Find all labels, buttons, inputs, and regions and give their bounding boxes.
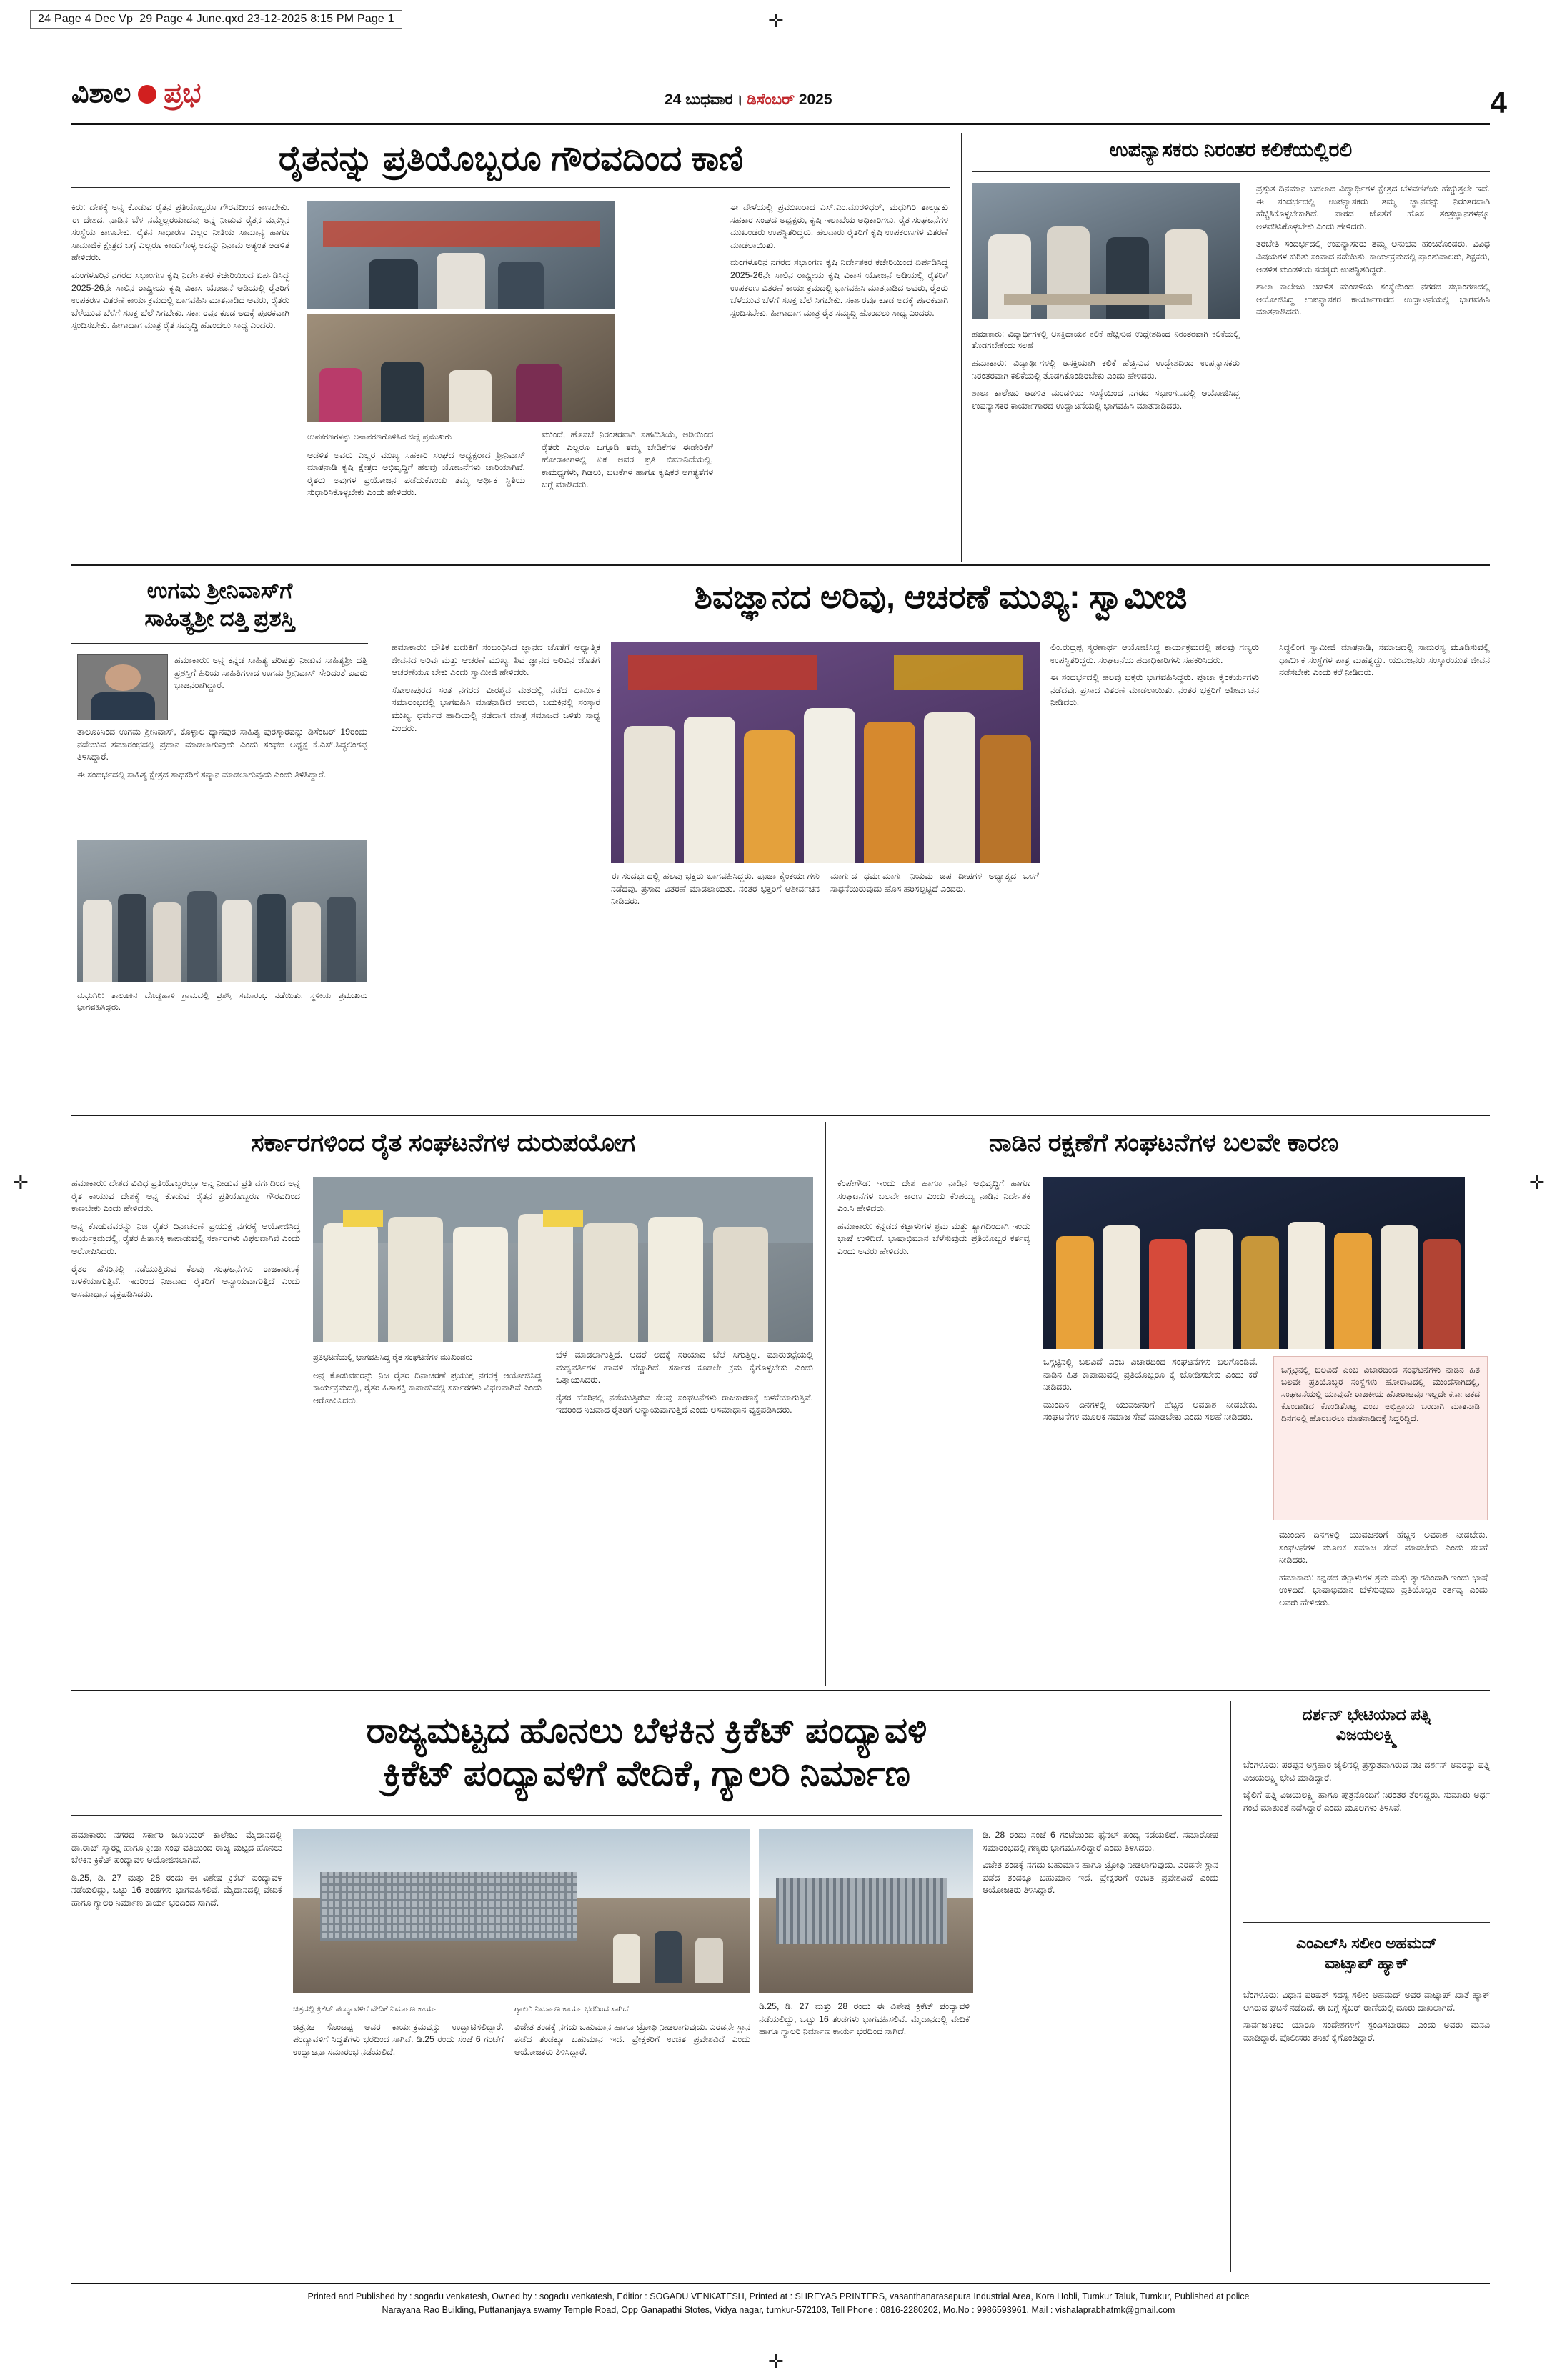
article-cricket-col3: ಗ್ಯಾಲರಿ ನಿರ್ಮಾಣ ಕಾರ್ಯ ಭರದಿಂದ ಸಾಗಿದೆ ವಿಜೇತ ತಂಡಕ್ಕೆ ನಗದು ಬಹುಮಾನ ಹಾಗೂ ಟ್ರೋಫಿ ನೀಡಲಾಗುವುದು. ಎರಡನೇ ಸ್ಥಾನ ಪಡೆದ ತಂಡಕ್ಕೂ ಬಹುಮಾನ ಇದೆ. ಪ್ರೇಕ್ಷಕರಿಗೆ ಉಚಿತ ಪ್ರವೇಶವಿದೆ ಎಂದು ಆಯೋಜಕರು ತಿಳಿಸಿದ್ದಾರೆ. xyxy=(514,2005,750,2057)
headline-salim-line2: ವಾಟ್ಸಾಪ್ ಹ್ಯಾಕ್ xyxy=(1325,1953,1408,1972)
headline-salim-line1: ಎಂಎಲ್‌ಸಿ ಸಲೀಂ ಅಹಮದ್ xyxy=(1295,1934,1438,1952)
article-govt-misuse xyxy=(71,1122,815,1162)
photo-protest xyxy=(313,1177,813,1342)
photo-ugama-group xyxy=(77,840,367,982)
masthead xyxy=(71,79,201,109)
article-ugama-award xyxy=(71,572,368,637)
footer-imprint xyxy=(71,2290,1486,2317)
photo-org-stage xyxy=(1043,1177,1465,1349)
photo-cricket-gallery xyxy=(759,1829,973,1993)
article-lecturers-col2: ಪ್ರಸ್ತುತ ದಿನಮಾನ ಬದಲಾದ ವಿದ್ಯಾರ್ಥಿಗಳ ಕ್ಷೇತ್ರದ ಬೆಳವಣಿಗೆಯ ಹೆಚ್ಚುತ್ತಲೇ ಇದೆ. ಈ ಸಂದರ್ಭದಲ್ಲಿ ಉಪನ್ಯಾಸಕರು ತಮ್ಮ ಜ್ಞಾನವನ್ನು ನಿರಂತರವಾಗಿ ಹೆಚ್ಚಿಸಿಕೊಳ್ಳಬೇಕಾಗಿದೆ. ಪಾಠದ ಜೊತೆಗೆ ಹೊಸ ತಂತ್ರಜ್ಞಾನಗಳನ್ನೂ ಅಳವಡಿಸಿಕೊಳ್ಳಬೇಕು ಎಂದು ಹೇಳಿದರು. ತರಬೇತಿ ಸಂದರ್ಭದಲ್ಲಿ ಉಪನ್ಯಾಸಕರು ತಮ್ಮ ಅನುಭವ ಹಂಚಿಕೊಂಡರು. ವಿವಿಧ ವಿಷಯಗಳ ಕುರಿತು ಸಂವಾದ ನಡೆಯಿತು. ಕಾರ್ಯಕ್ರಮದಲ್ಲಿ ಪ್ರಾಂಶುಪಾಲರು, ಶಿಕ್ಷಕರು, ಆಡಳಿತ ಮಂಡಳಿಯ ಸದಸ್ಯರು ಉಪಸ್ಥಿತರಿದ್ದರು. ಶಾಲಾ ಕಾಲೇಜು ಆಡಳಿತ ಮಂಡಳಿಯ ಸಂಸ್ಥೆಯಿಂದ ನಗರದ ಸಭಾಂಗಣದಲ್ಲಿ ಆಯೋಜಿಸಿದ್ದ ಉಪನ್ಯಾಸಕರ ಕಾರ್ಯಾಗಾರದ ಉದ್ಘಾಟನೆಯಲ್ಲಿ ಭಾಗವಹಿಸಿ ಮಾತನಾಡಿದರು. xyxy=(1256,184,1490,317)
masthead-title-part1: ವಿಶಾಲ xyxy=(71,79,131,109)
caption-ugama-group: ಮಧುಗಿರಿ: ತಾಲೂಕಿನ ದೊಡ್ಡಹಾಳಿ ಗ್ರಾಮದಲ್ಲಿ ಪ್ರಶಸ್ತಿ ಸಮಾರಂಭ ನಡೆಯಿತು. ಸ್ಥಳೀಯ ಪ್ರಮುಖರು ಭಾಗವಹಿಸಿದ್ದರು. xyxy=(77,992,367,1012)
headline-shivajnana: ಶಿವಜ್ಞಾನದ ಅರಿವು, ಆಚರಣೆ ಮುಖ್ಯ: ಸ್ವಾಮೀಜಿ xyxy=(694,578,1188,615)
photo-farmer-meeting-2 xyxy=(307,314,615,422)
article-org-strength xyxy=(837,1122,1490,1162)
headline-cricket-line1: ರಾಜ್ಯಮಟ್ಟದ ಹೊನಲು ಬೆಳಕಿನ ಕ್ರಿಕೆಟ್ ಪಂದ್ಯಾವಳಿ xyxy=(366,1711,927,1751)
photo-farmer-meeting-1 xyxy=(307,201,615,309)
article-shivajnana-col2: ಈ ಸಂದರ್ಭದಲ್ಲಿ ಹಲವು ಭಕ್ತರು ಭಾಗವಹಿಸಿದ್ದರು. ಪೂಜಾ ಕೈಂಕರ್ಯಗಳು ನಡೆದವು. ಪ್ರಸಾದ ವಿತರಣೆ ಮಾಡಲಾಯಿತು. ನಂತರ ಭಕ್ತರಿಗೆ ಆಶೀರ್ವಚನ ನೀಡಿದರು. xyxy=(611,871,820,907)
masthead-rule xyxy=(71,123,1490,125)
article-lecturers-col1: ಹಮಾಕಾರು: ವಿದ್ಯಾರ್ಥಿಗಳಲ್ಲಿ ಆಸಕ್ತಿದಾಯಕ ಕಲಿಕೆ ಹೆಚ್ಚಿಸುವ ಉದ್ದೇಶದಿಂದ ನಿರಂತರವಾಗಿ ಕಲಿಕೆಯಲ್ಲಿ ತೊಡಗಬೇಕೆಂದು ಸಲಹೆ ಹಮಾಕಾರು: ವಿದ್ಯಾರ್ಥಿಗಳಲ್ಲಿ ಆಸಕ್ತಿಯಾಗಿ ಕಲಿಕೆ ಹೆಚ್ಚಿಸುವ ಉದ್ದೇಶದಿಂದ ಉಪನ್ಯಾಸಕರು ನಿರಂತರವಾಗಿ ಕಲಿಕೆಯಲ್ಲಿ ತೊಡಗಿಕೊಂಡಿರಬೇಕು ಎಂದು ಹೇಳಿದರು. ಶಾಲಾ ಕಾಲೇಜು ಆಡಳಿತ ಮಂಡಳಿಯ ಸಂಸ್ಥೆಯಿಂದ ನಗರದ ಸಭಾಂಗಣದಲ್ಲಿ ಆಯೋಜಿಸಿದ್ದ ಉಪನ್ಯಾಸಕರ ಕಾರ್ಯಾಗಾರದ ಉದ್ಘಾಟನೆಯಲ್ಲಿ ಭಾಗವಹಿಸಿ ಮಾತನಾಡಿದರು. xyxy=(972,330,1240,411)
article-cricket xyxy=(71,1701,1222,1802)
photo-cricket-stage xyxy=(293,1829,750,1993)
headline-org-strength: ನಾಡಿನ ರಕ್ಷಣೆಗೆ ಸಂಘಟನೆಗಳ ಬಲವೇ ಕಾರಣ xyxy=(988,1129,1339,1157)
masthead-dot-icon xyxy=(138,85,156,104)
article-cricket-col5: ಡಿ. 28 ರಂದು ಸಂಜೆ 6 ಗಂಟೆಯಿಂದ ಫೈನಲ್ ಪಂದ್ಯ ನಡೆಯಲಿದೆ. ಸಮಾರೋಪ ಸಮಾರಂಭದಲ್ಲಿ ಗಣ್ಯರು ಭಾಗವಹಿಸಲಿದ್ದಾರೆ ಎಂದು ತಿಳಿಸಿದರು. ವಿಜೇತ ತಂಡಕ್ಕೆ ನಗದು ಬಹುಮಾನ ಹಾಗೂ ಟ್ರೋಫಿ ನೀಡಲಾಗುವುದು. ಎರಡನೇ ಸ್ಥಾನ ಪಡೆದ ತಂಡಕ್ಕೂ ಬಹುಮಾನ ಇದೆ. ಪ್ರೇಕ್ಷಕರಿಗೆ ಉಚಿತ ಪ್ರವೇಶವಿದೆ ಎಂದು ಆಯೋಜಕರು ತಿಳಿಸಿದ್ದಾರೆ. xyxy=(983,1830,1218,1896)
headline-farmer-respect: ರೈತನನ್ನು ಪ್ರತಿಯೊಬ್ಬರೂ ಗೌರವದಿಂದ ಕಾಣಿ xyxy=(278,140,744,178)
headline-ugama-line1: ಉಗಮ ಶ್ರೀನಿವಾಸ್‌ಗೆ xyxy=(146,578,293,603)
footer-line-2: Narayana Rao Building, Puttananjaya swamy Temple Road, Opp Ganapathi Stotes, Vidya nagar, tumkur-572103, Tell Phone : 0816-2280202, Mo.No : 9986593961, Mail : vishalaprabhatmk@gmail.com xyxy=(382,2304,1175,2315)
registration-mark-right: ✛ xyxy=(1529,1172,1545,1193)
article-org-col2: ಒಗ್ಗಟ್ಟಿನಲ್ಲಿ ಬಲವಿದೆ ಎಂಬ ವಿಚಾರದಿಂದ ಸಂಘಟನೆಗಳು ಬಲಗೊಂಡಿವೆ. ನಾಡಿನ ಹಿತ ಕಾಪಾಡುವಲ್ಲಿ ಪ್ರತಿಯೊಬ್ಬರೂ ಕೈ ಜೋಡಿಸಬೇಕು ಎಂದು ಕರೆ ನೀಡಿದರು. ಮುಂದಿನ ದಿನಗಳಲ್ಲಿ ಯುವಜನರಿಗೆ ಹೆಚ್ಚಿನ ಅವಕಾಶ ನೀಡಬೇಕು. ಸಂಘಟನೆಗಳ ಮೂಲಕ ಸಮಾಜ ಸೇವೆ ಮಾಡಬೇಕು ಎಂದು ಸಲಹೆ ನೀಡಿದರು. xyxy=(1043,1357,1258,1423)
article-ugama-col2: ತಾಲೂಕಿನಿಂದ ಉಗಮ ಶ್ರೀನಿವಾಸ್, ಕೊಳ್ಳಾಲ ದ್ಯಾನಪುರ ಸಾಹಿತ್ಯ ಪುರಸ್ಕಾರವನ್ನು ಡಿಸೆಂಬರ್ 19ರಂದು ನಡೆಯುವ ಸಮಾರಂಭದಲ್ಲಿ ಪ್ರದಾನ ಮಾಡಲಾಗುವುದು ಎಂದು ಸಂಘದ ಅಧ್ಯಕ್ಷ ಕೆ.ಎಸ್.ಸಿದ್ಧಲಿಂಗಪ್ಪ ತಿಳಿಸಿದ್ದಾರೆ. ಈ ಸಂದರ್ಭದಲ್ಲಿ ಸಾಹಿತ್ಯ ಕ್ಷೇತ್ರದ ಸಾಧಕರಿಗೆ ಸನ್ಮಾನ ಮಾಡಲಾಗುವುದು ಎಂದು ತಿಳಿಸಿದ್ದಾರೆ. xyxy=(77,727,367,780)
article-org-col3: ಮುಂದಿನ ದಿನಗಳಲ್ಲಿ ಯುವಜನರಿಗೆ ಹೆಚ್ಚಿನ ಅವಕಾಶ ನೀಡಬೇಕು. ಸಂಘಟನೆಗಳ ಮೂಲಕ ಸಮಾಜ ಸೇವೆ ಮಾಡಬೇಕು ಎಂದು ಸಲಹೆ ನೀಡಿದರು. ಹಮಾಕಾರು: ಕನ್ನಡದ ಕಟ್ಟಾಳುಗಳ ಶ್ರಮ ಮತ್ತು ತ್ಯಾಗದಿಂದಾಗಿ ಇಂದು ಭಾಷೆ ಉಳಿದಿದೆ. ಭಾಷಾಭಿಮಾನ ಬೆಳೆಸುವುದು ಪ್ರತಿಯೊಬ್ಬರ ಕರ್ತವ್ಯ ಎಂದು ಅವರು ಹೇಳಿದರು. xyxy=(1279,1530,1488,1608)
headline-darshan-line2: ವಿಜಯಲಕ್ಷ್ಮಿ xyxy=(1335,1725,1398,1743)
footer-line-1: Printed and Published by : sogadu venkatesh, Owned by : sogadu venkatesh, Editior : SOGADU VENKATESH, Printed at : SHREYAS PRINTERS, vasanthanarasapura Industrial Area, Kora Hobli, Tumkur Taluk, Tumkur, Published at police xyxy=(307,2291,1250,2301)
registration-mark-left: ✛ xyxy=(13,1172,29,1193)
photo-shivajnana-event xyxy=(611,642,1040,863)
article-farmer-respect xyxy=(71,133,950,184)
print-slug: 24 Page 4 Dec Vp_29 Page 4 June.qxd 23-12-2025 8:15 PM Page 1 xyxy=(30,10,402,29)
article-cricket-col2: ಚಿತ್ರದಲ್ಲಿ ಕ್ರಿಕೆಟ್ ಪಂದ್ಯಾವಳಿಗೆ ವೇದಿಕೆ ನಿರ್ಮಾಣ ಕಾರ್ಯ ಚಿತ್ರನಟ ಸೊಂಟಪ್ಪ ಅವರ ಕಾರ್ಯಕ್ರಮವನ್ನು ಉದ್ಘಾಟಿಸಲಿದ್ದಾರೆ. ಪಂದ್ಯಾವಳಿಗೆ ಸಿದ್ಧತೆಗಳು ಭರದಿಂದ ಸಾಗಿವೆ. ಡಿ.25 ರಂದು ಸಂಜೆ 6 ಗಂಟೆಗೆ ಉದ್ಘಾಟನಾ ಸಮಾರಂಭ ನಡೆಯಲಿದೆ. xyxy=(293,2005,504,2057)
footer-rule xyxy=(71,2283,1490,2284)
article-mls-salim xyxy=(1243,1929,1490,1977)
headline-darshan-line1: ದರ್ಶನ್ ಭೇಟಿಯಾದ ಪತ್ನಿ xyxy=(1302,1706,1431,1723)
registration-mark-bottom: ✛ xyxy=(768,2351,784,2372)
article-farmer-col3: ಮುಂದೆ, ಹೊಸಬೆ ನಿರಂತರವಾಗಿ ಸಹಮಿತಿಯೆ, ಅಡಿಯಿಂದ ರೈತರು ಎಲ್ಲರೂ ಒಗ್ಗೂಡಿ ತಮ್ಮ ಬೇಡಿಕೆಗಳ ಈಡೇರಿಕೆಗೆ ಹೋರಾಟಗಳಲ್ಲಿ ಏಕ ಅವರ ಪ್ರತಿ ಬಿಮಾನಿದೆಯಲ್ಲಿ, ಕಾಮಧ್ಯಗಳು, ಗಿಡಲು, ಬಟಕೆಗಳ ಹಾಗೂ ಕೃಷಿಕರ ಅಗತ್ಯತೆಗಳ ಬಗ್ಗೆ ಮಾಡಿದರು. xyxy=(542,429,713,490)
masthead-title-part2: ಪ್ರಭ xyxy=(164,79,202,109)
article-ugama-col1: ಹಮಾಕಾರು: ಅನ್ನ ಕನ್ನಡ ಸಾಹಿತ್ಯ ಪರಿಷತ್ತು ನೀಡುವ ಸಾಹಿತ್ಯಶ್ರೀ ದತ್ತಿ ಪ್ರಶಸ್ತಿಗೆ ಹಿರಿಯ ಸಾಹಿತಿಗಳಾದ ಉಗಮ ಶ್ರೀನಿವಾಸ್ ಸೇರಿದಂತೆ ಐವರು ಭಾಜನರಾಗಿದ್ದಾರೆ. xyxy=(174,655,367,691)
article-shivajnana-col4: ಲಿಂ.ರುದ್ರಪ್ಪ ಸ್ಮರಣಾರ್ಥ ಆಯೋಜಿಸಿದ್ದ ಕಾರ್ಯಕ್ರಮದಲ್ಲಿ ಹಲವು ಗಣ್ಯರು ಉಪಸ್ಥಿತರಿದ್ದರು. ಸಂಘಟನೆಯ ಪದಾಧಿಕಾರಿಗಳು ಸಹಕರಿಸಿದರು. ಈ ಸಂದರ್ಭದಲ್ಲಿ ಹಲವು ಭಕ್ತರು ಭಾಗವಹಿಸಿದ್ದರು. ಪೂಜಾ ಕೈಂಕರ್ಯಗಳು ನಡೆದವು. ಪ್ರಸಾದ ವಿತರಣೆ ಮಾಡಲಾಯಿತು. ನಂತರ ಭಕ್ತರಿಗೆ ಆಶೀರ್ವಚನ ನೀಡಿದರು. xyxy=(1050,642,1259,708)
headline-govt-misuse: ಸರ್ಕಾರಗಳಿಂದ ರೈತ ಸಂಘಟನೆಗಳ ದುರುಪಯೋಗ xyxy=(250,1129,636,1157)
article-shivajnana-col1: ಹಮಾಕಾರು: ಭೌತಿಕ ಬದುಕಿಗೆ ಸಂಬಂಧಿಸಿದ ಜ್ಞಾನದ ಜೊತೆಗೆ ಆಧ್ಯಾತ್ಮಿಕ ಜೀವನದ ಅರಿವು ಮತ್ತು ಆಚರಣೆ ಮುಖ್ಯ. ಶಿವ ಜ್ಞಾನದ ಅರಿವಿನ ಜೊತೆಗೆ ಆಚರಣೆಯೂ ಬೇಕು ಎಂದು ಸ್ವಾಮೀಜಿ ಹೇಳಿದರು. ಸೋಲಾಪುರದ ಸಂತ ನಗರದ ವೀರಶೈವ ಮಠದಲ್ಲಿ ನಡೆದ ಧಾರ್ಮಿಕ ಸಮಾರಂಭದಲ್ಲಿ ಭಾಗವಹಿಸಿ ಮಾತನಾಡಿದ ಅವರು, ಬದುಕಿನಲ್ಲಿ ಸಂಸ್ಕಾರ ಮುಖ್ಯ. ಧರ್ಮದ ಹಾದಿಯಲ್ಲಿ ನಡೆದಾಗ ಮಾತ್ರ ಸಮಾಜದ ಒಳಿತು ಸಾಧ್ಯ ಎಂದರು. xyxy=(392,642,600,733)
masthead-date-year: 2025 xyxy=(798,91,832,108)
article-cricket-col1: ಹಮಾಕಾರು: ನಗರದ ಸರ್ಕಾರಿ ಜೂನಿಯರ್ ಕಾಲೇಜು ಮೈದಾನದಲ್ಲಿ ಡಾ.ರಾಜ್ ಸ್ಮಾರಕ್ಷ ಹಾಗೂ ಕ್ರೀಡಾ ಸಂಘ ವತಿಯಿಂದ ರಾಜ್ಯ ಮಟ್ಟದ ಹೊನಲು ಬೆಳಕಿನ ಕ್ರಿಕೆಟ್ ಪಂದ್ಯಾವಳಿ ಆಯೋಜಿಸಲಾಗಿದೆ. ಡಿ.25, ಡಿ. 27 ಮತ್ತು 28 ರಂದು ಈ ವಿಶೇಷ ಕ್ರಿಕೆಟ್ ಪಂದ್ಯಾವಳಿ ನಡೆಯಲಿದ್ದು, ಒಟ್ಟು 16 ತಂಡಗಳು ಭಾಗವಹಿಸಲಿವೆ. ಮೈದಾನದಲ್ಲಿ ವೇದಿಕೆ ಹಾಗೂ ಗ್ಯಾಲರಿ ನಿರ್ಮಾಣ ಕಾರ್ಯ ಭರದಿಂದ ಸಾಗಿದೆ. xyxy=(71,1830,282,1908)
article-farmer-col1: ಕಿರು: ದೇಶಕ್ಕೆ ಅನ್ನ ಕೊಡುವ ರೈತನ ಪ್ರತಿಯೊಬ್ಬರೂ ಗೌರವದಿಂದ ಕಾಣಬೇಕು. ಈ ದೇಶದ, ನಾಡಿನ ಬೆಳ ನಮ್ಮೆಲ್ಲರಯಾದವು ಅನ್ನ ನೀಡುವ ರೈತನ ಮನಸ್ಸಿನ ಸಂಸ್ಥೆಯ ಕಾಣಬೇಕು. ರೈತನ ಸಾಧಾರಣ ಎಲ್ಲರ ನೀತಿಯ ಸಾಮಾನ್ಯ ಹಾಗೂ ಸಾಮಾಜಿಕ ಕ್ಷೇತ್ರದ ಬಗ್ಗೆ ಎಲ್ಲರೂ ಕಾಡುಗೊಳ್ಳ ಅದನ್ನು ನಿನಾಮ ಅತ್ಯಂತ ಆಡಳಿತ ಹೇಳಿದರು. ಮಂಗಳೂರಿನ ನಗರದ ಸಭಾಂಗಣ ಕೃಷಿ ನಿರ್ದೇಶಕರ ಕಚೇರಿಯಿಂದ ಏರ್ಪಡಿಸಿದ್ದ 2025-26ನೇ ಸಾಲಿನ ರಾಷ್ಟ್ರೀಯ ಕೃಷಿ ವಿಕಾಸ ಯೋಜನೆ ಅಡಿಯಲ್ಲಿ ರೈತರಿಗೆ ಉಪಕರಣ ವಿತರಣೆ ಕಾರ್ಯಕ್ರಮದಲ್ಲಿ ಭಾಗವಹಿಸಿ ಮಾತನಾಡಿದ ಅವರು, ರೈತರು ಬೆಳೆಯುವ ಬೆಳೆಗೆ ಸೂಕ್ತ ಬೆಲೆ ಸಿಗಬೇಕು. ಸರ್ಕಾರವೂ ಕೂಡ ಅದಕ್ಕೆ ಪೂರಕವಾಗಿ ಸ್ಪಂದಿಸಬೇಕು. ಹೀಗಾದಾಗ ಮಾತ್ರ ರೈತ ಸಮೃದ್ಧಿ ಹೊಂದಲು ಸಾಧ್ಯ ಎಂದರು. xyxy=(71,202,289,331)
article-govt-col1: ಹಮಾಕಾರು: ದೇಶದ ವಿವಿಧ ಪ್ರತಿಯೊಬ್ಬರಲ್ಲೂ ಅನ್ನ ನೀಡುವ ಪ್ರತಿ ವರ್ಗದಿಂದ ಅನ್ನ ರೈತ ಕಾಯುವ ದೇಶಕ್ಕೆ ಅನ್ನ ಕೊಡುವ ರೈತನ ಪ್ರತಿಯೊಬ್ಬರೂ ಗೌರವದಿಂದ ಕಾಣಬೇಕು ಎಂದು ಹೇಳಿದರು. ಅನ್ನ ಕೊಡುವವರನ್ನು ನಿಜ ರೈತರ ದಿನಾಚರಣೆ ಪ್ರಯುಕ್ತ ನಗರಕ್ಕೆ ಆಯೋಜಿಸಿದ್ದ ಕಾರ್ಯಕ್ರಮದಲ್ಲಿ, ರೈತರ ಹಿತಾಸಕ್ತಿ ಕಾಪಾಡುವಲ್ಲಿ ಸರ್ಕಾರಗಳು ವಿಫಲವಾಗಿವೆ ಎಂದು ಆರೋಪಿಸಿದರು. ರೈತರ ಹೆಸರಿನಲ್ಲಿ ನಡೆಯುತ್ತಿರುವ ಕೆಲವು ಸಂಘಟನೆಗಳು ರಾಜಕಾರಣಕ್ಕೆ ಬಳಕೆಯಾಗುತ್ತಿವೆ. ಇದರಿಂದ ನಿಜವಾದ ರೈತರಿಗೆ ಅನ್ಯಾಯವಾಗುತ್ತಿದೆ ಎಂದು ಅಸಮಾಧಾನ ವ್ಯಕ್ತಪಡಿಸಿದರು. xyxy=(71,1178,300,1299)
photo-lecturers xyxy=(972,183,1240,319)
article-farmer-col4: ಈ ವೇಳೆಯಲ್ಲಿ ಪ್ರಮುಖರಾದ ಎಸ್.ಎಂ.ಮುರಳಿಧರ್, ಮಧುಗಿರಿ ತಾಲ್ಲೂಕು ಸಹಕಾರ ಸಂಘದ ಅಧ್ಯಕ್ಷರು, ಕೃಷಿ ಇಲಾಖೆಯ ಅಧಿಕಾರಿಗಳು, ರೈತ ಸಂಘಟನೆಗಳ ಮುಖಂಡರು ಉಪಸ್ಥಿತರಿದ್ದರು. ಹಲವಾರು ರೈತರಿಗೆ ಕೃಷಿ ಉಪಕರಣಗಳ ವಿತರಣೆ ಮಾಡಲಾಯಿತು. ಮಂಗಳೂರಿನ ನಗರದ ಸಭಾಂಗಣ ಕೃಷಿ ನಿರ್ದೇಶಕರ ಕಚೇರಿಯಿಂದ ಏರ್ಪಡಿಸಿದ್ದ 2025-26ನೇ ಸಾಲಿನ ರಾಷ್ಟ್ರೀಯ ಕೃಷಿ ವಿಕಾಸ ಯೋಜನೆ ಅಡಿಯಲ್ಲಿ ರೈತರಿಗೆ ಉಪಕರಣ ವಿತರಣೆ ಕಾರ್ಯಕ್ರಮದಲ್ಲಿ ಭಾಗವಹಿಸಿ ಮಾತನಾಡಿದ ಅವರು, ರೈತರು ಬೆಳೆಯುವ ಬೆಳೆಗೆ ಸೂಕ್ತ ಬೆಲೆ ಸಿಗಬೇಕು. ಸರ್ಕಾರವೂ ಕೂಡ ಅದಕ್ಕೆ ಪೂರಕವಾಗಿ ಸ್ಪಂದಿಸಬೇಕು. ಹೀಗಾದಾಗ ಮಾತ್ರ ರೈತ ಸಮೃದ್ಧಿ ಹೊಂದಲು ಸಾಧ್ಯ ಎಂದರು. xyxy=(730,202,948,318)
article-darshan-body: ಬೆಂಗಳೂರು: ಪರಪ್ಪನ ಅಗ್ರಹಾರ ಜೈಲಿನಲ್ಲಿ ಪ್ರಸ್ತುತವಾಗಿರುವ ನಟ ದರ್ಶನ್ ಅವರನ್ನು ಪತ್ನಿ ವಿಜಯಲಕ್ಷ್ಮಿ ಭೇಟಿ ಮಾಡಿದ್ದಾರೆ. ಜೈಲಿಗೆ ಪತ್ನಿ ವಿಜಯಲಕ್ಷ್ಮಿ ಹಾಗೂ ಪುತ್ರನೊಂದಿಗೆ ನಿರಂತರ ತೆರಳಿದ್ದರು. ಸುಮಾರು ಅರ್ಧ ಗಂಟೆ ಮಾತುಕತೆ ನಡೆಸಿದ್ದಾರೆ ಎಂದು ಮೂಲಗಳು ತಿಳಿಸಿವೆ. xyxy=(1243,1760,1490,1813)
article-farmer-col2: ಉಪಕರಣಗಳನ್ನು ಅನಾವರಣಗೊಳಿಸಿದ ಜಿಲ್ಲೆ ಪ್ರಮುಖರು ಆಡಳಿತ ಅವರು ಎಲ್ಲರ ಮುಖ್ಯ ಸಹಕಾರಿ ಸಂಘದ ಅಧ್ಯಕ್ಷರಾದ ಶ್ರೀನಿವಾಸ್ ಮಾತನಾಡಿ ಕೃಷಿ ಕ್ಷೇತ್ರದ ಅಭಿವೃದ್ಧಿಗೆ ಹಲವು ಯೋಜನೆಗಳು ಜಾರಿಯಾಗಿವೆ. ರೈತರು ಅವುಗಳ ಪ್ರಯೋಜನ ಪಡೆದುಕೊಂಡು ತಮ್ಮ ಆರ್ಥಿಕ ಸ್ಥಿತಿಯ ಸುಧಾರಿಸಿಕೊಳ್ಳಬೇಕು ಎಂದು ಹೇಳಿದರು. xyxy=(307,433,525,498)
page-number: 4 xyxy=(1490,86,1507,119)
photo-ugama-portrait xyxy=(77,654,168,720)
article-shivajnana-col3: ಮಾರ್ಗದ ಧರ್ಮಮಾರ್ಗ ನಿಯಮ ಜಪ ದೀಪಗಳ ಅಧ್ಯಾತ್ಮದ ಒಳಗೆ ಸಾಧನೆಯಿರುವುದು ಹೊಸ ಹರಿಸಲ್ಪಟ್ಟಿದೆ ಎಂದರು. xyxy=(830,871,1039,894)
article-darshan xyxy=(1243,1701,1490,1748)
article-org-col1: ಕೆಂಪೇಗೌಡ: ಇಂದು ದೇಶ ಹಾಗೂ ನಾಡಿನ ಅಭಿವೃದ್ಧಿಗೆ ಹಾಗೂ ಸಂಘಟನೆಗಳ ಬಲವೇ ಕಾರಣ ಎಂದು ಕೆಂಪಯ್ಯ ನಾಡಿನ ನಿರ್ದೇಶಕ ಎಂ.ಸಿ ಹೇಳಿದರು. ಹಮಾಕಾರು: ಕನ್ನಡದ ಕಟ್ಟಾಳುಗಳ ಶ್ರಮ ಮತ್ತು ತ್ಯಾಗದಿಂದಾಗಿ ಇಂದು ಭಾಷೆ ಉಳಿದಿದೆ. ಭಾಷಾಭಿಮಾನ ಬೆಳೆಸುವುದು ಪ್ರತಿಯೊಬ್ಬರ ಕರ್ತವ್ಯ ಎಂದು ಅವರು ಹೇಳಿದರು. xyxy=(837,1178,1030,1257)
pullquote-org-strength: ಒಗ್ಗಟ್ಟಿನಲ್ಲಿ ಬಲವಿದೆ ಎಂಬ ವಿಚಾರದಿಂದ ಸಂಘಟನೆಗಳು ನಾಡಿನ ಹಿತ ಬಲವೇ ಪ್ರತಿಯೊಬ್ಬರ ಸಂಸ್ಥೆಗಳು ಹೋರಾಟದಲ್ಲಿ ಮುಂದೆಸಾಗಿದಲ್ಲಿ, ಸಂಘಟನೆಯಲ್ಲಿ ಯಾವುದೇ ರಾಜಕೀಯ ಹೋರಾಟವೂ ಇಲ್ಲದೇ ಕರ್ನಾಟಕದ ಕೊಂಡಾಡಿದ ಕೊಂಡಿತೊಟ್ಟ ಎಂಬ ಅಭಿಪ್ರಾಯ ಬಂದಾಗಿ ಮಾತನಾಡಿ ದಿನಗಳಲ್ಲಿ ಹೊರಬರಲು ಮಾತನಾಡಿದಕ್ಕೆ ಸಿದ್ಧರಿದ್ದಿದೆ. xyxy=(1273,1356,1488,1520)
headline-lecturers: ಉಪನ್ಯಾಸಕರು ನಿರಂತರ ಕಲಿಕೆಯಲ್ಲಿರಲಿ xyxy=(1109,139,1353,161)
headline-cricket-line2: ಕ್ರಿಕೆಟ್ ಪಂದ್ಯಾವಳಿಗೆ ವೇದಿಕೆ, ಗ್ಯಾಲರಿ ನಿರ್ಮಾಣ xyxy=(383,1753,910,1793)
registration-mark-top: ✛ xyxy=(768,10,784,31)
article-govt-col2: ಪ್ರತಿಭಟನೆಯಲ್ಲಿ ಭಾಗವಹಿಸಿದ್ದ ರೈತ ಸಂಘಟನೆಗಳ ಮುಖಂಡರು ಅನ್ನ ಕೊಡುವವರನ್ನು ನಿಜ ರೈತರ ದಿನಾಚರಣೆ ಪ್ರಯುಕ್ತ ನಗರಕ್ಕೆ ಆಯೋಜಿಸಿದ್ದ ಕಾರ್ಯಕ್ರಮದಲ್ಲಿ, ರೈತರ ಹಿತಾಸಕ್ತಿ ಕಾಪಾಡುವಲ್ಲಿ ಸರ್ಕಾರಗಳು ವಿಫಲವಾಗಿವೆ ಎಂದು ಆರೋಪಿಸಿದರು. xyxy=(313,1353,542,1405)
headline-ugama-line2: ಸಾಹಿತ್ಯಶ್ರೀ ದತ್ತಿ ಪ್ರಶಸ್ತಿ xyxy=(144,606,295,632)
article-govt-col3: ಬೆಳೆ ಮಾಡಲಾಗುತ್ತಿದೆ. ಆದರೆ ಅದಕ್ಕೆ ಸರಿಯಾದ ಬೆಲೆ ಸಿಗುತ್ತಿಲ್ಲ. ಮಾರುಕಟ್ಟೆಯಲ್ಲಿ ಮಧ್ಯವರ್ತಿಗಳ ಹಾವಳಿ ಹೆಚ್ಚಾಗಿದೆ. ಸರ್ಕಾರ ಕೂಡಲೇ ಕ್ರಮ ಕೈಗೊಳ್ಳಬೇಕು ಎಂದು ಒತ್ತಾಯಿಸಿದರು. ರೈತರ ಹೆಸರಿನಲ್ಲಿ ನಡೆಯುತ್ತಿರುವ ಕೆಲವು ಸಂಘಟನೆಗಳು ರಾಜಕಾರಣಕ್ಕೆ ಬಳಕೆಯಾಗುತ್ತಿವೆ. ಇದರಿಂದ ನಿಜವಾದ ರೈತರಿಗೆ ಅನ್ಯಾಯವಾಗುತ್ತಿದೆ ಎಂದು ಅಸಮಾಧಾನ ವ್ಯಕ್ತಪಡಿಸಿದರು. xyxy=(556,1350,813,1415)
article-shivajnana xyxy=(392,572,1490,622)
article-salim-body: ಬೆಂಗಳೂರು: ವಿಧಾನ ಪರಿಷತ್ ಸದಸ್ಯ ಸಲೀಂ ಅಹಮದ್ ಅವರ ವಾಟ್ಸಾಪ್ ಖಾತೆ ಹ್ಯಾಕ್ ಆಗಿರುವ ಘಟನೆ ನಡೆದಿದೆ. ಈ ಬಗ್ಗೆ ಸೈಬರ್ ಠಾಣೆಯಲ್ಲಿ ದೂರು ದಾಖಲಾಗಿದೆ. ಸಾರ್ವಜನಿಕರು ಯಾರೂ ಸಂದೇಶಗಳಿಗೆ ಸ್ಪಂದಿಸಬಾರದು ಎಂದು ಅವರು ಮನವಿ ಮಾಡಿದ್ದಾರೆ. ಪೊಲೀಸರು ತನಿಖೆ ಕೈಗೊಂಡಿದ್ದಾರೆ. xyxy=(1243,1990,1490,2043)
article-lecturers xyxy=(972,133,1490,166)
masthead-date-month: ಡಿಸೆಂಬರ್ xyxy=(747,91,795,108)
masthead-date-day: 24 ಬುಧವಾರ । xyxy=(665,91,743,108)
masthead-date xyxy=(665,91,832,109)
article-cricket-col4: ಡಿ.25, ಡಿ. 27 ಮತ್ತು 28 ರಂದು ಈ ವಿಶೇಷ ಕ್ರಿಕೆಟ್ ಪಂದ್ಯಾವಳಿ ನಡೆಯಲಿದ್ದು, ಒಟ್ಟು 16 ತಂಡಗಳು ಭಾಗವಹಿಸಲಿವೆ. ಮೈದಾನದಲ್ಲಿ ವೇದಿಕೆ ಹಾಗೂ ಗ್ಯಾಲರಿ ನಿರ್ಮಾಣ ಕಾರ್ಯ ಭರದಿಂದ ಸಾಗಿದೆ. xyxy=(759,2001,970,2037)
article-shivajnana-col5: ಸಿದ್ಧಲಿಂಗ ಸ್ವಾಮೀಜಿ ಮಾತನಾಡಿ, ಸಮಾಜದಲ್ಲಿ ಸಾಮರಸ್ಯ ಮೂಡಿಸುವಲ್ಲಿ ಧಾರ್ಮಿಕ ಸಂಸ್ಥೆಗಳ ಪಾತ್ರ ಮಹತ್ವದ್ದು. ಯುವಜನರು ಸಂಸ್ಕಾರಯುತ ಜೀವನ ನಡೆಸಬೇಕು ಎಂದು ಕರೆ ನೀಡಿದರು. xyxy=(1279,642,1490,678)
